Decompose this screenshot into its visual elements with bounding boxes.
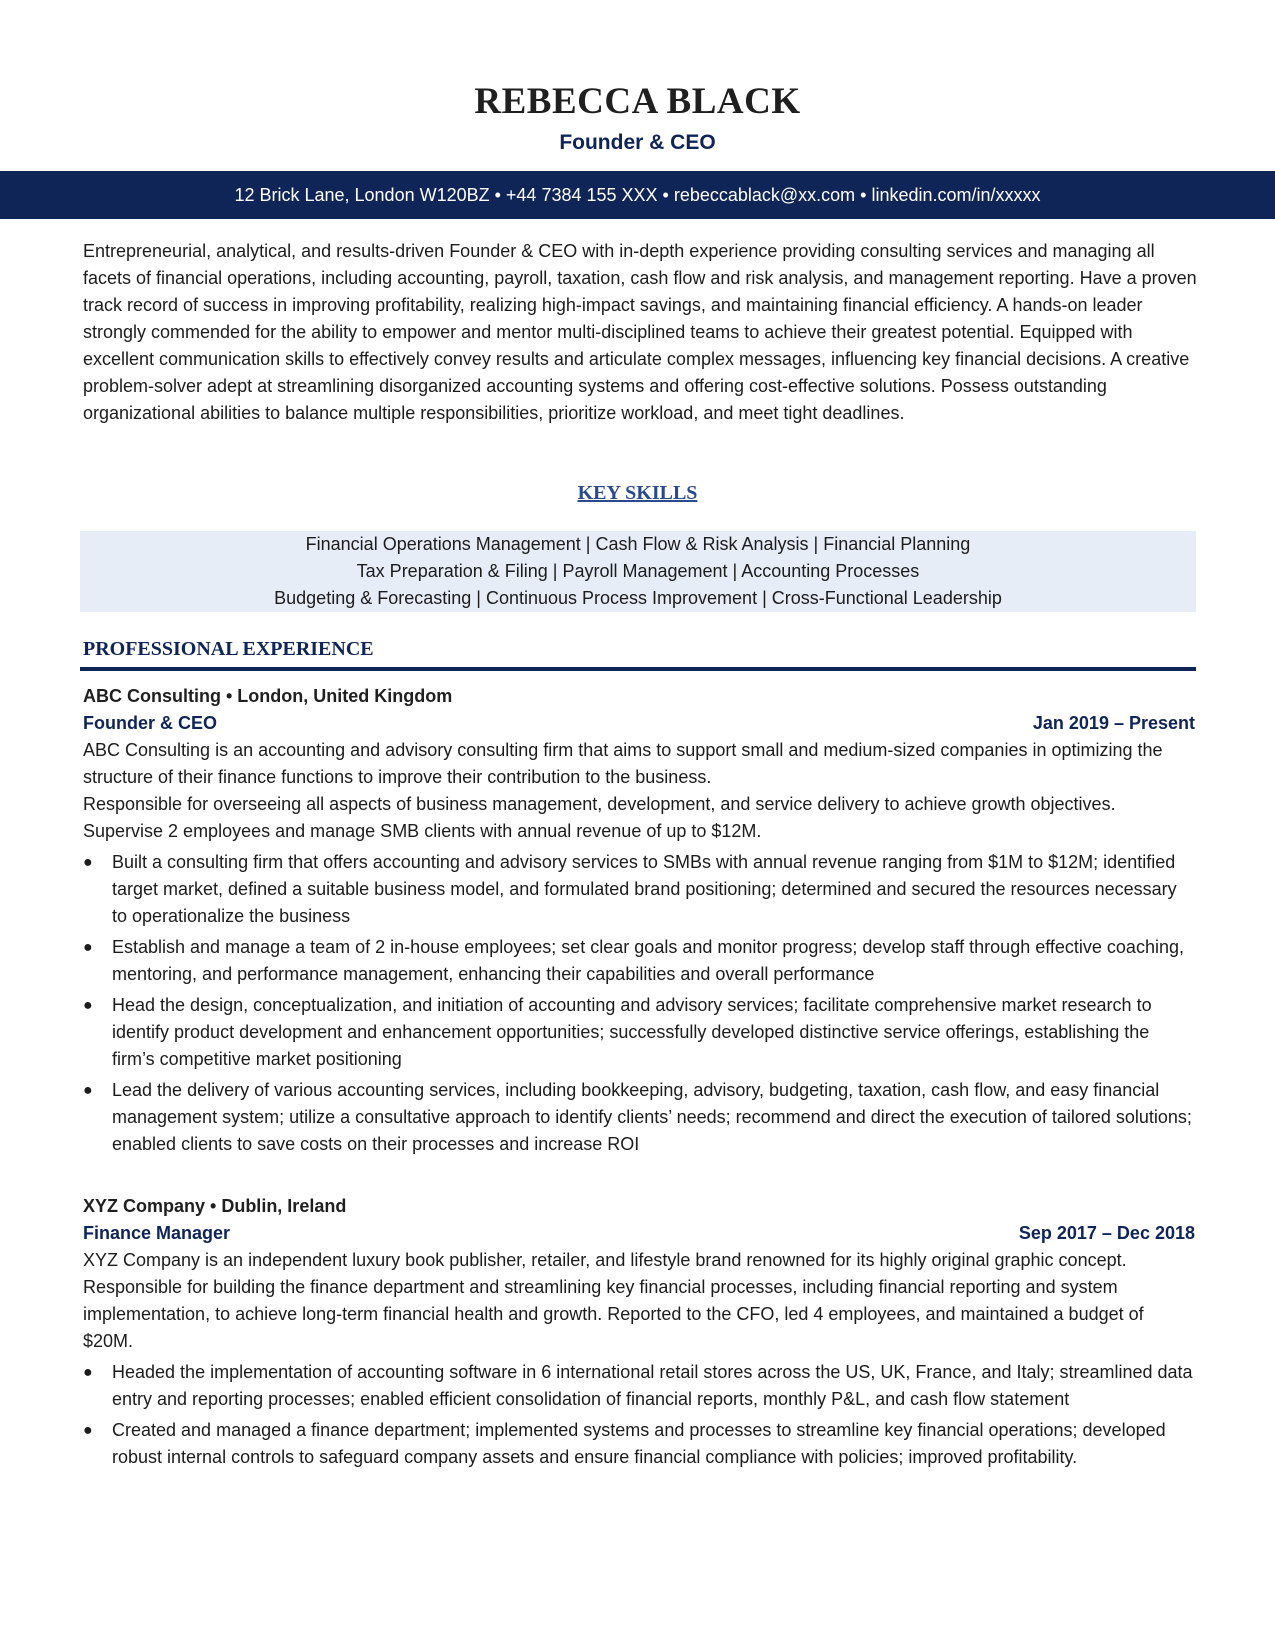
job-role-row	[83, 710, 1195, 737]
experience-heading: PROFESSIONAL EXPERIENCE	[83, 638, 374, 660]
key-skills-box	[80, 531, 1196, 612]
candidate-name: REBECCA BLACK	[474, 81, 801, 122]
bullet-text: Headed the implementation of accounting software in 6 international retail stores across the US, UK, France, and Italy; streamlined data entry and reporting processes; enabled efficient consolidation of financial reports, monthly P&L, and cash flow statement	[112, 1362, 1193, 1409]
bullet-icon: ●	[83, 1364, 93, 1381]
job-description: ABC Consulting is an accounting and advisory consulting firm that aims to support small and medium-sized companies in optimizing the structure of their finance functions to improve their contribution to the business.	[83, 740, 1163, 787]
job-dates: Jan 2019 – Present	[1032, 713, 1195, 733]
bullet-text: Head the design, conceptualization, and initiation of accounting and advisory services; facilitate comprehensive market research to identify product development and enhancement opportunities; successfully developed distinctive service offerings, establishing the firm’s competitive market positioning	[112, 995, 1152, 1069]
bullet-icon: ●	[83, 939, 93, 956]
job-bullets	[83, 1359, 1195, 1471]
experience-divider	[80, 667, 1196, 671]
list-item	[83, 1417, 1195, 1471]
job-dates: Sep 2017 – Dec 2018	[1018, 1223, 1195, 1243]
skills-line: Budgeting & Forecasting | Continuous Process Improvement | Cross-Functional Leadership	[274, 588, 1002, 608]
bullet-icon: ●	[83, 1422, 93, 1439]
job-entry-abc-consulting	[83, 683, 1195, 1162]
contact-bar	[0, 171, 1275, 219]
list-item	[83, 934, 1195, 988]
list-item	[83, 992, 1195, 1073]
job-bullets	[83, 849, 1195, 1158]
job-role: Founder & CEO	[83, 713, 217, 733]
job-role: Finance Manager	[83, 1223, 231, 1243]
candidate-headline: Founder & CEO	[559, 131, 716, 154]
skills-line: Financial Operations Management | Cash Flow & Risk Analysis | Financial Planning	[305, 534, 971, 554]
job-company: XYZ Company • Dublin, Ireland	[83, 1196, 347, 1216]
job-role-row	[83, 1220, 1195, 1247]
job-description: XYZ Company is an independent luxury book publisher, retailer, and lifestyle brand renowned for its highly original graphic concept. Responsible for building the finance department and streamlining key financial processes, including financial reporting and system implementation, to achieve long-term financial health and growth. Reported to the CFO, led 4 employees, and maintained a budget of $20M.	[83, 1250, 1144, 1351]
summary-paragraph: Entrepreneurial, analytical, and results-driven Founder & CEO with in-depth experience providing consulting services and managing all facets of financial operations, including accounting, payroll, taxation, cash flow and risk analysis, and management reporting. Have a proven track record of success in improving profitability, realizing high-impact savings, and maintaining financial efficiency. A hands-on leader strongly commended for the ability to empower and mentor multi-disciplined teams to achieve their greatest potential. Equipped with excellent communication skills to effectively convey results and articulate complex messages, influencing key financial decisions. A creative problem-solver adept at streamlining disorganized accounting systems and offering cost-effective solutions. Possess outstanding organizational abilities to balance multiple responsibilities, prioritize workload, and meet tight deadlines.	[83, 241, 1197, 423]
bullet-icon: ●	[83, 1082, 93, 1099]
job-company: ABC Consulting • London, United Kingdom	[83, 686, 453, 706]
bullet-text: Built a consulting firm that offers accounting and advisory services to SMBs with annual revenue ranging from $1M to $12M; identified target market, defined a suitable business model, and formulated brand positioning; determined and secured the resources necessary to operationalize the business	[112, 852, 1177, 926]
bullet-icon: ●	[83, 997, 93, 1014]
list-item	[83, 1077, 1195, 1158]
bullet-text: Establish and manage a team of 2 in-house employees; set clear goals and monitor progress; develop staff through effective coaching, mentoring, and performance management, enhancing their capabilities and overall performance	[112, 937, 1184, 984]
bullet-icon: ●	[83, 854, 93, 871]
key-skills-heading: KEY SKILLS	[577, 482, 698, 504]
list-item	[83, 1359, 1195, 1413]
bullet-text: Lead the delivery of various accounting services, including bookkeeping, advisory, budgeting, taxation, cash flow, and easy financial management system; utilize a consultative approach to identify clients’ needs; recommend and direct the execution of tailored solutions; enabled clients to save costs on their processes and increase ROI	[112, 1080, 1192, 1154]
job-entry-xyz-company	[83, 1193, 1195, 1475]
contact-info: 12 Brick Lane, London W120BZ • +44 7384 155 XXX • rebeccablack@xx.com • linkedin.com/in/xxxxx	[234, 184, 1041, 205]
bullet-text: Created and managed a finance department; implemented systems and processes to streamline key financial operations; developed robust internal controls to safeguard company assets and ensure financial compliance with policies; improved profitability.	[112, 1420, 1166, 1467]
job-responsibility: Responsible for overseeing all aspects of business management, development, and service delivery to achieve growth objectives. Supervise 2 employees and manage SMB clients with annual revenue of up to $12M.	[83, 794, 1116, 841]
skills-line: Tax Preparation & Filing | Payroll Management | Accounting Processes	[356, 561, 920, 581]
list-item	[83, 849, 1195, 930]
